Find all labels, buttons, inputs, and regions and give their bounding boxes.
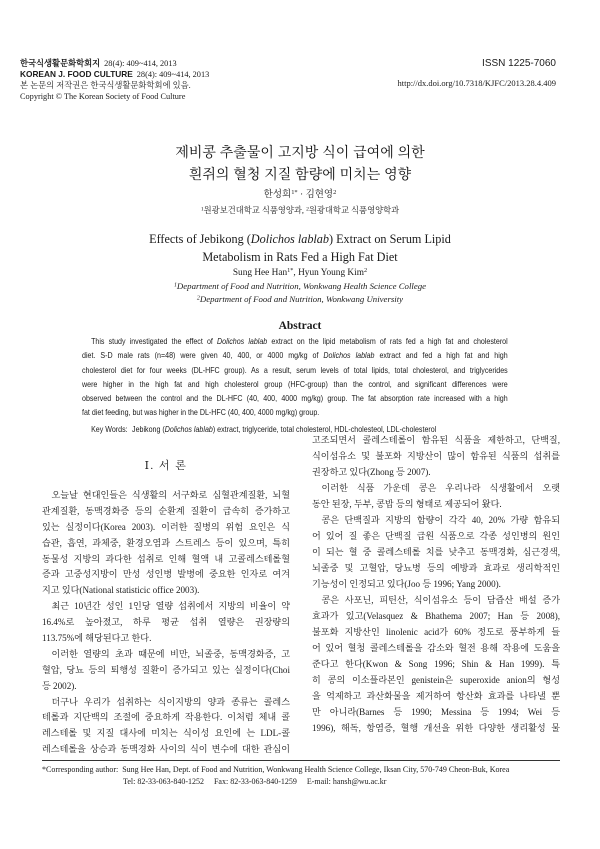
journal-issue-ko: 28(4): 409~414, 2013 — [104, 59, 177, 68]
title-en-line — [0, 230, 600, 248]
journal-title-ko: 한국식생활문화학회지 — [20, 58, 101, 68]
author-affil-mark: 2 — [363, 267, 368, 275]
text-line: 최근 10년간 성인 1인당 열량 섭취에서 지방의 비율이 약 — [51, 601, 290, 612]
author-affil-mark: 2 — [333, 189, 337, 197]
title-ko — [0, 141, 600, 185]
text-line: 증과 고중성지방이 만성 성인병 발병에 중요한 인자로 여겨 — [42, 569, 290, 580]
author-name: Hyun Young Kim — [298, 268, 364, 278]
text-line: 16.4%로 높아졌고, 하루 평균 섭취 열량은 권장량의 — [42, 617, 290, 628]
footnote-fax: Fax: 82-33-063-840-1259 — [213, 777, 297, 786]
issn-doi-block — [397, 58, 556, 89]
department-line — [0, 280, 600, 293]
author-affil-mark: 1* — [287, 267, 294, 275]
copyright-ko: 본 논문의 저작권은 한국식생활문화학회에 있음. — [20, 81, 191, 90]
text-line: 혈압, 당뇨 등의 퇴행성 질환이 증가되고 있는 실정이다(Choi — [42, 664, 290, 675]
abstract-heading: Abstract — [278, 320, 322, 332]
text-line: 이 되는 혈 중 콜레스테롤 치를 낮추고 동맥경화, 심근경색, — [312, 547, 560, 557]
text-line: 동물성 지방의 과다한 섭취로 인해 혈액 내 고콜레스테롤혈 — [42, 553, 290, 564]
text-line: 을 억제하고 과산화물을 제거하여 항산화 효과를 나타낼 뿐 — [312, 691, 560, 701]
footnote-rule — [42, 760, 560, 761]
title-en-text: Effects of Jebikong ( — [149, 232, 251, 246]
title-ko-line: 제비콩 추출물이 고지방 식이 급여에 의한 — [175, 144, 425, 160]
author-affil-mark: 1* — [291, 189, 298, 197]
text-line: 권장하고 있다(Zhong 등 2007). — [312, 467, 431, 477]
author-separator: · — [297, 190, 306, 200]
text-line: 113.75%에 해당된다고 한다. — [42, 633, 152, 644]
text-line: 고조되면서 콜레스테롤이 함유된 식품을 제한하고, 단백질, — [312, 435, 560, 445]
text-line: 효과가 있고(Velasquez & Bhathema 2007; Han 등 2008), — [312, 611, 560, 621]
text-line: 어 있어 혈청 콜레스테롤을 감소와 혈전 용해 작용에 도움을 — [312, 643, 560, 653]
authors-en — [0, 267, 600, 279]
title-en — [0, 230, 600, 266]
abstract-body — [82, 334, 508, 420]
body-column-right — [312, 432, 560, 736]
author-name: 김현영 — [305, 190, 334, 200]
text-line: 지고 있다(National statisticic office 2003). — [42, 585, 200, 596]
species-name: Dolichos lablab — [323, 350, 375, 361]
text-line: 식이섬유소 및 불포화 지방산이 많이 함유된 식품의 섭취를 — [312, 451, 560, 461]
department: Department of Food and Nutrition, Wonkwang Health Science College — [176, 281, 427, 291]
text-line: 관계질환, 동맥경화증 등의 순환계 질환이 급속히 증가하고 — [42, 505, 290, 516]
title-ko-line: 흰쥐의 혈청 지질 함량에 미치는 영향 — [188, 166, 412, 182]
journal-title-en: KOREAN J. FOOD CULTURE — [20, 69, 133, 79]
paragraph — [312, 432, 560, 480]
journal-header — [20, 58, 209, 102]
text-line: 있는 실정이다(Korea 2003). 이러한 질병의 위험 요인은 식 — [42, 521, 290, 532]
title-en-text: ) Extract on Serum Lipid — [329, 232, 451, 246]
footnote-label: *Corresponding author: — [42, 765, 119, 774]
text-line: 콩은 단백질과 지방의 함량이 각각 40, 20% 가량 함유되 — [321, 515, 560, 525]
department: Department of Food and Nutrition, Wonkwang University — [199, 294, 404, 304]
affiliations-ko — [0, 205, 600, 217]
paragraph — [312, 512, 560, 592]
text-line: This study investigated the effect of Dolichos lablab extract on the lipid metabolism of rats fed a high fat and cholesterol — [91, 336, 508, 346]
issn: ISSN 1225-7060 — [482, 58, 556, 69]
text-line: 히 콩의 이소플라본인 genistein은 superoxide anion의 형성 — [312, 675, 560, 685]
paragraph — [42, 647, 290, 695]
journal-title-en-line — [20, 69, 209, 80]
copyright-en: Copyright © The Korean Society of Food Culture — [20, 92, 186, 101]
affiliation: 원광보건대학교 식품영양과, — [203, 206, 307, 215]
text-line: 레스테롤 및 지질 대사에 미치는 식이성 요인에 는 LDL-콜 — [42, 728, 290, 739]
affil-mark: 2 — [306, 206, 309, 213]
title-en-line: Metabolism in Rats Fed a High Fat Diet — [202, 250, 398, 264]
text-line: 등 2002). — [42, 680, 77, 691]
keywords-value: Jebikong (Dolichos lablab) extract, triglyceride, total cholesterol, HDL-cholesteol, LDL-cholesterol — [132, 424, 437, 434]
paragraph — [42, 599, 290, 647]
paragraph — [312, 480, 560, 512]
text-line: 뇌졸중 및 고혈압, 당뇨병 등의 예방과 효과로 생리학적인 — [312, 563, 560, 573]
species-name: Dolichos lablab — [164, 424, 213, 434]
text-line: were higher in the high fat and high cholesterol group (HFC-group) than the control, and significant differences were — [82, 378, 508, 389]
department-line — [0, 293, 600, 306]
footnote-email: E-mail: hansh@wu.ac.kr — [306, 777, 387, 786]
text-line: 더구나 우리가 섭취하는 식이지방의 양과 종류는 콜레스 — [51, 696, 290, 707]
body-column-left — [42, 488, 290, 758]
species-name: Dolichos lablab — [250, 232, 329, 246]
text-line: 준다고 한다(Kwon & Song 1996; Shin & Han 1999). 특 — [312, 659, 560, 669]
text-line: 이러한 열량의 초과 때문에 비만, 뇌졸중, 동맥경화증, 고 — [51, 648, 290, 659]
footnote-line — [42, 764, 509, 776]
paragraph — [42, 488, 290, 599]
species-name: Dolichos lablab — [217, 336, 268, 346]
text-line: 어 있어 질 좋은 단백질 급원 식품으로 각종 성인병의 원인 — [312, 531, 560, 541]
paragraph — [82, 334, 508, 420]
text-line: 1996), 해독, 항염증, 혈행 개선을 위한 다양한 생리활성 물 — [312, 723, 560, 733]
paragraph — [42, 695, 290, 759]
affil-mark: 1 — [173, 282, 177, 289]
keywords-label: Key Words: — [91, 424, 128, 434]
journal-title-ko-line — [20, 58, 209, 69]
footnote-tel: Tel: 82-33-063-840-1252 — [123, 777, 204, 786]
departments-en — [0, 280, 600, 306]
paragraph — [312, 592, 560, 736]
text-line: 만 아니라(Barnes 등 1990; Messina 등 1994; Wei 등 — [312, 707, 560, 717]
text-line: 콩은 사포닌, 피틴산, 식이섬유소 등이 담즙산 배설 증가 — [321, 595, 560, 605]
text-line: 습관, 흡연, 과체중, 환경오염과 스트레스 등이 있으며, 특히 — [42, 537, 290, 548]
affiliation: 원광대학교 식품영양학과 — [308, 206, 400, 215]
text-line: cholesterol diet for four weeks (DL-HFC group). As a result, serum levels of total lipids, total cholesterol, and triglycerides — [82, 364, 508, 375]
affil-mark: 2 — [196, 295, 200, 302]
author-name: Sung Hee Han — [232, 268, 288, 278]
authors-ko — [0, 189, 600, 201]
footnote-text: Sung Hee Han, Dept. of Food and Nutrition, Wonkwang Health Science College, Iksan City, 570-749 Cheon-Buk, Korea — [122, 765, 510, 774]
text-line: 기능성이 인정되고 있다(Joo 등 1996; Yang 2000). — [312, 579, 501, 589]
journal-issue-en: 28(4): 409~414, 2013 — [136, 70, 210, 79]
text-line: 동안 된장, 두부, 콩밥 등의 형태로 제공되어 왔다. — [312, 499, 502, 509]
author-name: 한성희 — [263, 190, 292, 200]
text-line: 불포화 지방산인 linolenic acid가 60% 정도로 풍부하게 들 — [312, 627, 560, 637]
footnote-contact-line — [123, 776, 396, 788]
author-separator: , — [293, 268, 299, 278]
text-line: observed between the control and the DL-HFC (40, 400, 4000 mg/kg) group. The fat absorption rate increased with a high — [82, 393, 508, 403]
section-heading: Ⅰ. 서 론 — [144, 460, 188, 472]
doi-link: http://dx.doi.org/10.7318/KJFC/2013.28.4.409 — [397, 77, 556, 88]
text-line: 테롤과 지단백의 조절에 중요하게 작용한다. 이처럼 체내 콜 — [42, 712, 290, 723]
affil-mark: 1 — [200, 206, 204, 213]
text-line: fat diet feeding, but was higher in the DL-HFC (40, 400, 4000 mg/kg) group. — [82, 407, 320, 418]
text-line: 오늘날 현대인들은 식생활의 서구화로 심혈관계질환, 뇌혈 — [51, 490, 290, 500]
text-line: diet. S-D male rats (n=48) were given 40, 400, or 4000 mg/kg of Dolichos lablab extract and fed a high fat and high — [82, 350, 508, 361]
text-line: 레스테롤을 상승과 동맥경화 사이의 식이 변수에 대한 관심이 — [42, 744, 290, 755]
text-line: 이러한 식품 가운데 콩은 우리나라 식생활에서 오랫 — [321, 483, 560, 493]
